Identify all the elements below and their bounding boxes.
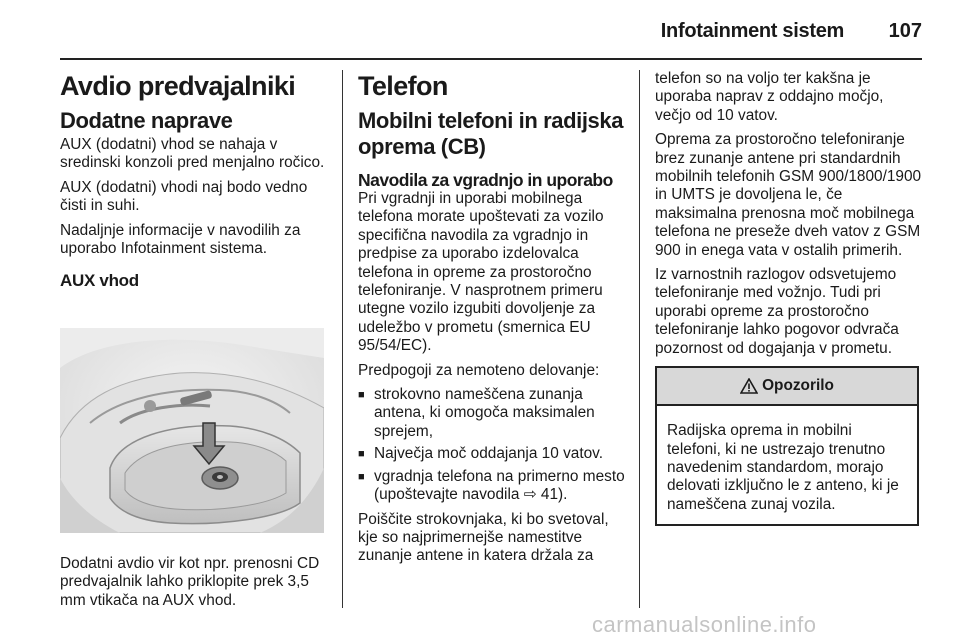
figure-caption: Dodatni avdio vir kot npr. prenosni CD predvajalnik lahko priklopite prek 3,5 mm vtikača na AUX vhod. bbox=[60, 555, 320, 609]
watermark: carmanualsonline.info bbox=[592, 612, 817, 637]
paragraph: Predpogoji za nemoteno delovanje: bbox=[358, 361, 600, 379]
paragraph: Poiščite strokovnjaka, ki bo svetoval, kje so najprimernejše namestitve zunanje antene in katera držala za bbox=[358, 510, 609, 565]
paragraph: Nadaljnje informacije v navodilih za uporabo Infotainment sistema. bbox=[60, 221, 301, 258]
warning-text: Radijska oprema in mobilni telefoni, ki ne ustrezajo trenutno navedenim standardom, morajo delovati izključno le z anteno, ki je nameščena zunaj vozila. bbox=[667, 422, 899, 513]
installation-instructions-heading: Navodila za vgradnjo in uporabo bbox=[358, 170, 613, 190]
header-rule bbox=[60, 58, 922, 60]
warning-triangle-icon bbox=[740, 378, 758, 394]
list-item: ■ Največja moč oddajanja 10 vatov. bbox=[358, 445, 628, 463]
requirements-list bbox=[358, 386, 628, 504]
list-item: ■ strokovno nameščena zunanja antena, ki omogoča maksimalen sprejem, bbox=[358, 386, 628, 441]
column-divider-2 bbox=[639, 70, 640, 608]
running-title: Infotainment sistem bbox=[660, 20, 844, 42]
column-divider-1 bbox=[342, 70, 343, 608]
column-3 bbox=[655, 70, 923, 526]
warning-title: Opozorilo bbox=[762, 376, 834, 394]
paragraph: AUX (dodatni) vhod se nahaja v sredinski konzoli pred menjalno ročico. bbox=[60, 136, 325, 172]
aux-input-heading: AUX vhod bbox=[60, 271, 139, 291]
subsection-title-additional-devices: Dodatne naprave bbox=[60, 108, 233, 133]
aux-input-illustration bbox=[60, 328, 324, 533]
list-item: ■ vgradnja telefona na primerno mesto (upoštevajte navodila ⇨ 41). bbox=[358, 468, 628, 505]
paragraph: Iz varnostnih razlogov odsvetujemo telefoniranje med vožnjo. Tudi pri uporabi opreme za prostoročno telefoniranje lahko pogovor odvrača pozornost od dogajanja v prometu. bbox=[655, 266, 899, 357]
paragraph: AUX (dodatni) vhodi naj bodo vedno čisti in suhi. bbox=[60, 178, 308, 215]
column-2 bbox=[358, 70, 628, 572]
page-header bbox=[60, 14, 922, 56]
paragraph: Pri vgradnji in uporabi mobilnega telefona morate upoštevati za vozilo specifična navodila za vgradnjo in predpise za uporabo izdelovalca telefona in opreme za prostoročno telefoniranje. V nasprotnem primeru utegne vozilo izgubiti dovoljenje za udeležbo v prometu (smernica EU 95/54/EC). bbox=[358, 190, 604, 355]
warning-box bbox=[655, 366, 919, 526]
warning-header bbox=[657, 368, 917, 406]
paragraph: telefon so na voljo ter kakšna je uporaba naprav z oddajno močjo, večjo od 10 vatov. bbox=[655, 70, 884, 124]
paragraph: Oprema za prostoročno telefoniranje brez zunanje antene pri standardnih mobilnih telefonih GSM 900/1800/1900 in UMTS je dovoljena le, če maksimalna prenosna moč mobilnega telefona ne preseže dveh vatov z GSM 900 in enega vata v ostalih primerih. bbox=[655, 131, 922, 259]
section-title-audio-players: Avdio predvajalniki bbox=[60, 71, 296, 101]
subsection-title-mobile-phones: Mobilni telefoni in radijska oprema (CB) bbox=[358, 108, 624, 159]
section-title-telephone: Telefon bbox=[358, 71, 448, 101]
page-number: 107 bbox=[888, 20, 922, 42]
column-1 bbox=[60, 70, 330, 291]
